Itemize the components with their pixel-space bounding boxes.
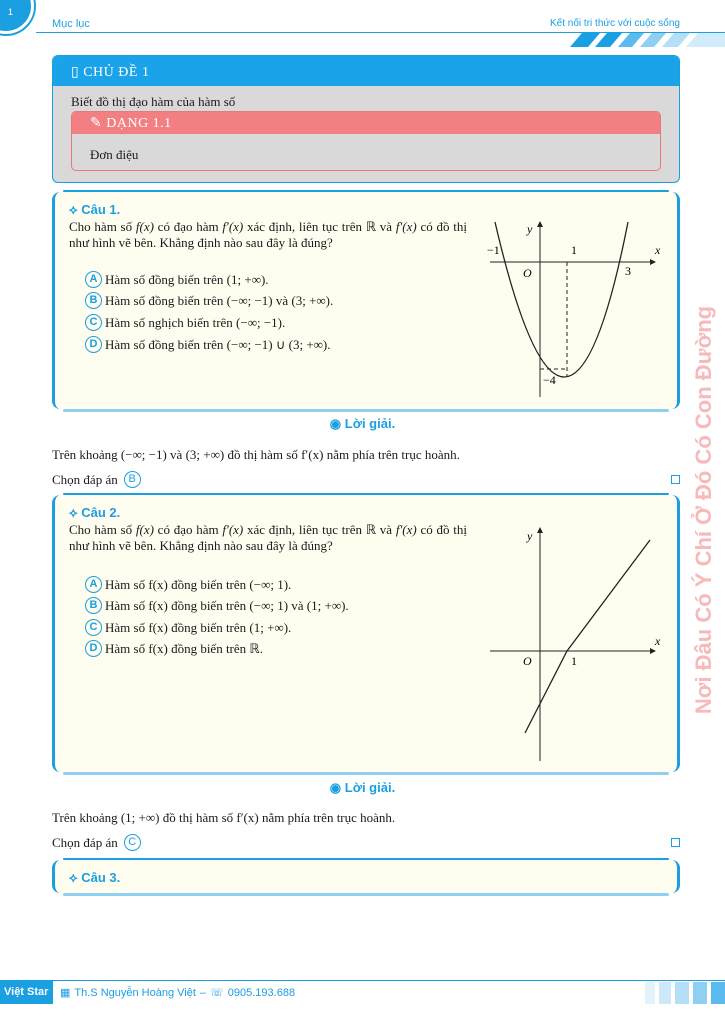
x-label: x	[655, 634, 661, 648]
option-c[interactable]: C Hàm số f(x) đồng biến trên (1; +∞).	[85, 619, 291, 636]
tick-label-1: 1	[571, 243, 577, 257]
toc-link[interactable]: Mục lục	[52, 18, 90, 30]
option-b[interactable]: B Hàm số f(x) đồng biến trên (−∞; 1) và (1; +∞).	[85, 597, 349, 614]
type-heading: DẠNG 1.1	[106, 116, 172, 131]
y-label: y	[527, 222, 533, 236]
tick-label-3: 3	[625, 264, 631, 278]
footer-separator: –	[199, 986, 207, 999]
option-c[interactable]: C Hàm số nghịch biến trên (−∞; −1).	[85, 314, 285, 331]
option-b[interactable]: B Hàm số đồng biến trên (−∞; −1) và (3; +∞).	[85, 292, 333, 309]
question-title: ⟡ Câu 2.	[69, 505, 121, 520]
option-d[interactable]: D Hàm số f(x) đồng biến trên ℝ.	[85, 640, 263, 657]
derivative-graph-1	[485, 217, 670, 402]
footer-blocks-decoration	[645, 982, 725, 1004]
header-stripes-decoration	[560, 33, 725, 47]
diamond-arrow-icon: ⟡	[69, 202, 78, 217]
question-box-2	[52, 495, 680, 772]
diamond-arrow-icon: ⟡	[69, 505, 78, 520]
tick-label-neg4: −4	[543, 373, 556, 387]
type-heading-bar	[72, 112, 660, 134]
speech-bubble-icon: ◉	[329, 416, 342, 431]
document-icon: ▦	[60, 987, 71, 999]
solution-text-2: Trên khoảng (1; +∞) đồ thị hàm số f′(x) nằm phía trên trục hoành.	[52, 810, 396, 825]
topic-heading: CHỦ ĐỀ 1	[83, 65, 150, 80]
diamond-arrow-icon: ⟡	[69, 870, 78, 885]
qed-box	[671, 838, 680, 847]
watermark-text: Nơi Đâu Có Ý Chí Ở Đó Có Con Đường	[691, 305, 716, 715]
answer-badge: B	[124, 471, 141, 488]
question-title: ⟡ Câu 3.	[69, 870, 121, 885]
parabola-curve	[495, 222, 628, 377]
header-slogan: Kết nối tri thức với cuộc sống	[550, 18, 680, 29]
broken-line-curve	[525, 540, 650, 733]
topic-box	[52, 55, 680, 183]
origin-label: O	[523, 266, 532, 280]
speech-bubble-icon: ◉	[329, 780, 342, 795]
solution-text-1: Trên khoảng (−∞; −1) và (3; +∞) đồ thị hàm số f′(x) nằm phía trên trục hoành.	[52, 447, 460, 462]
tick-label-neg1: −1	[487, 243, 500, 257]
question-box-1	[52, 192, 680, 409]
option-a[interactable]: A Hàm số f(x) đồng biến trên (−∞; 1).	[85, 576, 291, 593]
question-box-3	[52, 860, 680, 893]
footer-contact	[60, 986, 295, 999]
question-stem: Cho hàm số f(x) có đạo hàm f′(x) xác định, liên tục trên ℝ và f′(x) có đồ thị như hình vẽ bên. Khẳng định nào sau đây là đúng?	[69, 522, 467, 553]
answer-line-1: Chọn đáp án B	[52, 471, 144, 488]
question-stem: Cho hàm số f(x) có đạo hàm f′(x) xác định, liên tục trên ℝ và f′(x) có đồ thị như hình vẽ bên. Khẳng định nào sau đây là đúng?	[69, 219, 467, 250]
phone-icon: ☏	[210, 987, 224, 999]
edit-icon: ✎	[90, 116, 103, 131]
type-box	[71, 111, 661, 171]
footer-divider	[0, 980, 725, 981]
page-number: 1	[8, 7, 14, 17]
answer-badge: C	[124, 834, 141, 851]
footer-phone: 0905.193.688	[227, 986, 296, 999]
page-number-badge	[0, 0, 34, 34]
derivative-graph-2	[485, 523, 670, 768]
solution-title-2: ◉ Lời giải.	[329, 780, 396, 795]
topic-subtitle: Biết đồ thị đạo hàm của hàm số	[71, 94, 236, 109]
option-d[interactable]: D Hàm số đồng biến trên (−∞; −1) ∪ (3; +∞).	[85, 336, 331, 353]
question-title: ⟡ Câu 1.	[69, 202, 121, 217]
tick-label-1: 1	[571, 654, 577, 668]
type-body: Đơn điệu	[90, 147, 139, 162]
y-label: y	[527, 529, 533, 543]
book-icon: ▯	[71, 65, 80, 80]
qed-box	[671, 475, 680, 484]
origin-label: O	[523, 654, 532, 668]
solution-title-1: ◉ Lời giải.	[329, 416, 396, 431]
answer-line-2: Chọn đáp án C	[52, 834, 144, 851]
x-label: x	[655, 243, 661, 257]
footer-author: Th.S Nguyễn Hoàng Việt	[74, 986, 196, 999]
footer-brand: Việt Star	[0, 981, 53, 1004]
option-a[interactable]: A Hàm số đồng biến trên (1; +∞).	[85, 271, 269, 288]
topic-heading-bar	[53, 56, 679, 86]
